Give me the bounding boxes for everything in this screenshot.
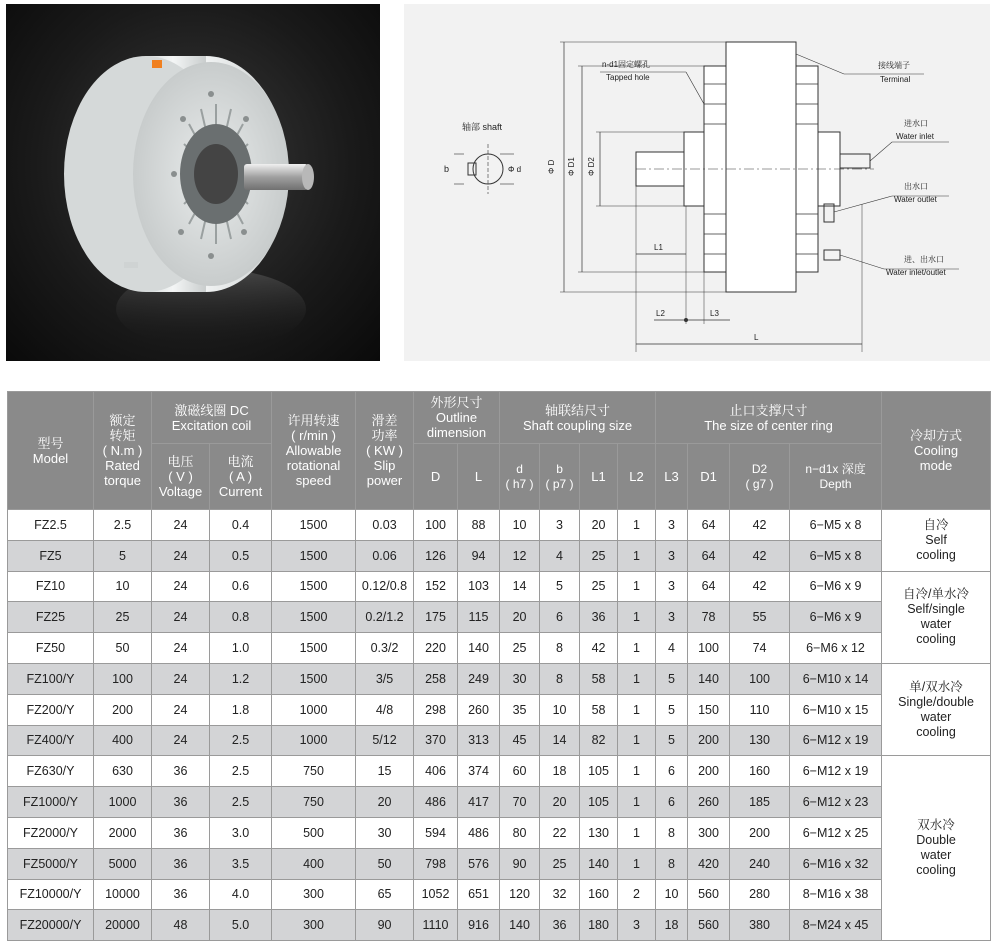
table-cell: 560 [688,910,730,941]
table-cell: 240 [730,848,790,879]
table-cell: 6 [656,787,688,818]
table-cell: 8 [656,848,688,879]
cooling-mode-cell: 自冷 Self cooling [882,510,991,572]
table-cell: 2000 [94,817,152,848]
table-cell: 42 [730,510,790,541]
dim-d: Φ d [508,165,522,174]
table-cell: 42 [730,540,790,571]
table-cell: 126 [414,540,458,571]
table-cell: 1 [618,540,656,571]
table-cell: 1 [618,817,656,848]
table-cell: 130 [580,817,618,848]
table-cell: 6 [656,756,688,787]
terminal-label-zh: 接线端子 [878,61,910,70]
magnetic-powder-clutch-image [6,4,380,361]
header-nd1-depth: n−d1x 深度 Depth [790,444,882,510]
table-cell: 4/8 [356,694,414,725]
table-cell: 486 [458,817,500,848]
header-speed: 许用转速 ( r/min ) Allowable rotational speed [272,392,356,510]
table-cell: 1 [618,694,656,725]
table-cell: 300 [272,879,356,910]
table-cell: 103 [458,571,500,602]
table-cell: 400 [272,848,356,879]
table-cell: 20 [500,602,540,633]
table-cell: 0.4 [210,510,272,541]
table-row [8,756,991,787]
table-cell: FZ100/Y [8,663,94,694]
header-current: 电流 ( A ) Current [210,444,272,510]
table-cell: 90 [500,848,540,879]
table-cell: 0.5 [210,540,272,571]
table-cell: 2.5 [94,510,152,541]
header-b: b ( p7 ) [540,444,580,510]
table-cell: 1.2 [210,663,272,694]
table-cell: 32 [540,879,580,910]
table-cell: 14 [540,725,580,756]
table-cell: 0.06 [356,540,414,571]
table-cell: 74 [730,633,790,664]
table-cell: 1.0 [210,633,272,664]
cooling-mode-cell: 双水冷 Double water cooling [882,756,991,941]
table-cell: 6−M12 x 19 [790,725,882,756]
table-cell: 58 [580,663,618,694]
table-cell: FZ400/Y [8,725,94,756]
table-cell: FZ50 [8,633,94,664]
table-cell: 0.12/0.8 [356,571,414,602]
table-cell: 1500 [272,571,356,602]
table-cell: 100 [414,510,458,541]
table-cell: 36 [152,756,210,787]
table-cell: 6 [540,602,580,633]
table-cell: 0.6 [210,571,272,602]
product-photo [6,4,380,361]
table-cell: 94 [458,540,500,571]
table-row [8,787,991,818]
table-cell: 1000 [272,725,356,756]
table-cell: 64 [688,540,730,571]
table-row [8,910,991,941]
table-cell: 64 [688,510,730,541]
dimension-drawing [404,4,990,361]
table-cell: 18 [656,910,688,941]
table-row [8,848,991,879]
table-cell: 120 [500,879,540,910]
table-cell: 130 [730,725,790,756]
table-cell: FZ25 [8,602,94,633]
table-cell: 55 [730,602,790,633]
header-d: d ( h7 ) [500,444,540,510]
table-cell: 6−M10 x 15 [790,694,882,725]
table-cell: 6−M12 x 23 [790,787,882,818]
table-cell: 24 [152,663,210,694]
table-cell: 280 [730,879,790,910]
table-cell: 24 [152,571,210,602]
table-cell: 180 [580,910,618,941]
table-cell: FZ630/Y [8,756,94,787]
table-cell: 5/12 [356,725,414,756]
table-cell: 140 [458,633,500,664]
table-cell: 78 [688,602,730,633]
table-cell: 3 [656,510,688,541]
table-cell: FZ10000/Y [8,879,94,910]
table-cell: 12 [500,540,540,571]
table-cell: FZ5000/Y [8,848,94,879]
table-cell: 1 [618,848,656,879]
table-cell: 5000 [94,848,152,879]
table-cell: 15 [356,756,414,787]
table-cell: 1500 [272,633,356,664]
table-cell: 36 [540,910,580,941]
tapped-hole-label-zh: n-d1固定螺孔 [602,60,651,69]
table-cell: 1500 [272,540,356,571]
table-cell: 88 [458,510,500,541]
table-cell: 24 [152,602,210,633]
table-row [8,602,991,633]
table-cell: 140 [580,848,618,879]
table-cell: 115 [458,602,500,633]
table-cell: 220 [414,633,458,664]
table-cell: 14 [500,571,540,602]
table-cell: 300 [688,817,730,848]
table-cell: 10 [94,571,152,602]
table-cell: 22 [540,817,580,848]
table-cell: 105 [580,756,618,787]
table-cell: 3 [656,540,688,571]
table-cell: 0.2/1.2 [356,602,414,633]
dim-L2: L2 [656,309,665,318]
table-cell: 420 [688,848,730,879]
table-cell: 20 [580,510,618,541]
table-cell: 630 [94,756,152,787]
table-cell: 4.0 [210,879,272,910]
table-cell: 6−M5 x 8 [790,540,882,571]
table-cell: 200 [730,817,790,848]
dim-D2: Φ D2 [587,157,596,176]
table-cell: 200 [688,756,730,787]
table-row [8,540,991,571]
table-cell: 260 [688,787,730,818]
table-cell: 1000 [272,694,356,725]
technical-drawing [404,4,990,361]
table-cell: 8 [540,633,580,664]
table-cell: 50 [94,633,152,664]
table-cell: 258 [414,663,458,694]
table-cell: 185 [730,787,790,818]
header-L: L [458,444,500,510]
water-inout-label-en: Water inlet/outlet [886,268,946,277]
table-cell: 400 [94,725,152,756]
table-cell: 8−M24 x 45 [790,910,882,941]
table-cell: 30 [500,663,540,694]
table-cell: 160 [580,879,618,910]
header-excitation: 激磁线圈 DC Excitation coil [152,392,272,444]
table-cell: 5 [656,663,688,694]
table-cell: 3 [540,510,580,541]
table-cell: 417 [458,787,500,818]
table-cell: 36 [152,848,210,879]
table-cell: 25 [580,540,618,571]
table-cell: 750 [272,756,356,787]
header-shaft-coupling: 轴联结尺寸 Shaft coupling size [500,392,656,444]
table-cell: 798 [414,848,458,879]
terminal-label-en: Terminal [880,75,911,84]
table-cell: 175 [414,602,458,633]
table-row [8,571,991,602]
table-cell: FZ1000/Y [8,787,94,818]
table-cell: FZ10 [8,571,94,602]
table-cell: 200 [688,725,730,756]
table-cell: 298 [414,694,458,725]
cooling-mode-cell: 单/双水冷 Single/double water cooling [882,663,991,755]
dim-L: L [754,333,759,342]
table-cell: 8 [656,817,688,848]
table-cell: 25 [94,602,152,633]
table-cell: 916 [458,910,500,941]
table-cell: 24 [152,540,210,571]
table-cell: 160 [730,756,790,787]
table-cell: 5 [540,571,580,602]
table-cell: 1110 [414,910,458,941]
header-D: D [414,444,458,510]
table-cell: 300 [272,910,356,941]
water-inlet-label-en: Water inlet [896,132,934,141]
table-cell: 5 [656,725,688,756]
table-cell: 8 [540,663,580,694]
table-cell: 260 [458,694,500,725]
table-cell: 25 [580,571,618,602]
table-cell: 3 [656,571,688,602]
table-cell: FZ5 [8,540,94,571]
tapped-hole-label-en: Tapped hole [606,73,650,82]
table-cell: 6−M6 x 12 [790,633,882,664]
table-row [8,510,991,541]
table-cell: 45 [500,725,540,756]
water-inout-label-zh: 进、出水口 [904,255,944,264]
table-cell: 249 [458,663,500,694]
table-cell: 1 [618,571,656,602]
table-cell: 35 [500,694,540,725]
header-torque: 额定 转矩 ( N.m ) Rated torque [94,392,152,510]
table-cell: 82 [580,725,618,756]
table-cell: 1 [618,725,656,756]
table-cell: 8−M16 x 38 [790,879,882,910]
table-cell: 500 [272,817,356,848]
table-cell: 36 [152,879,210,910]
table-cell: 560 [688,879,730,910]
table-cell: 3.5 [210,848,272,879]
table-cell: 5 [94,540,152,571]
dim-D: Φ D [547,159,556,174]
table-cell: 48 [152,910,210,941]
header-center-ring: 止口支撑尺寸 The size of center ring [656,392,882,444]
table-cell: 5 [656,694,688,725]
dim-L3: L3 [710,309,719,318]
dim-b: b [444,164,450,174]
table-cell: 1.8 [210,694,272,725]
spec-table [7,391,991,941]
table-row [8,633,991,664]
table-cell: FZ2.5 [8,510,94,541]
table-cell: 58 [580,694,618,725]
table-cell: 1 [618,756,656,787]
table-cell: 24 [152,694,210,725]
table-cell: 20 [540,787,580,818]
table-cell: 80 [500,817,540,848]
table-cell: FZ2000/Y [8,817,94,848]
table-cell: 1 [618,663,656,694]
table-cell: 24 [152,633,210,664]
table-cell: 370 [414,725,458,756]
table-cell: 20 [356,787,414,818]
table-row [8,694,991,725]
table-cell: 105 [580,787,618,818]
table-cell: 1 [618,633,656,664]
table-cell: 5.0 [210,910,272,941]
header-L2: L2 [618,444,656,510]
table-cell: 64 [688,571,730,602]
water-inlet-label-zh: 进水口 [904,119,928,128]
table-cell: 24 [152,510,210,541]
table-cell: 10 [500,510,540,541]
table-cell: 140 [688,663,730,694]
table-cell: 25 [540,848,580,879]
header-outline: 外形尺寸 Outline dimension [414,392,500,444]
header-D2: D2 ( g7 ) [730,444,790,510]
table-cell: 1 [618,787,656,818]
table-cell: FZ200/Y [8,694,94,725]
table-cell: 3 [618,910,656,941]
table-cell: 65 [356,879,414,910]
table-cell: 6−M10 x 14 [790,663,882,694]
table-cell: 1500 [272,602,356,633]
table-cell: 2 [618,879,656,910]
header-cooling: 冷却方式 Cooling mode [882,392,991,510]
table-cell: 90 [356,910,414,941]
water-outlet-label-en: Water outlet [894,195,937,204]
table-cell: 6−M12 x 25 [790,817,882,848]
table-cell: 1500 [272,663,356,694]
table-row [8,817,991,848]
spec-table-body [8,510,991,941]
table-cell: 1 [618,602,656,633]
table-cell: 750 [272,787,356,818]
table-cell: 0.03 [356,510,414,541]
table-cell: 651 [458,879,500,910]
header-voltage: 电压 ( V ) Voltage [152,444,210,510]
table-cell: 110 [730,694,790,725]
header-model: 型号 Model [8,392,94,510]
shaft-label: 轴部 shaft [462,122,503,132]
table-cell: 30 [356,817,414,848]
header-slip: 滑差 功率 ( KW ) Slip power [356,392,414,510]
table-cell: 1 [618,510,656,541]
table-cell: 42 [730,571,790,602]
table-cell: 36 [580,602,618,633]
table-cell: 380 [730,910,790,941]
table-cell: 1000 [94,787,152,818]
table-cell: 2.5 [210,725,272,756]
table-row [8,879,991,910]
table-cell: 0.3/2 [356,633,414,664]
table-cell: 576 [458,848,500,879]
table-cell: 594 [414,817,458,848]
table-cell: 10 [656,879,688,910]
table-cell: 374 [458,756,500,787]
table-cell: 6−M16 x 32 [790,848,882,879]
table-cell: 100 [94,663,152,694]
header-L1: L1 [580,444,618,510]
table-cell: 25 [500,633,540,664]
table-cell: 313 [458,725,500,756]
table-cell: 100 [730,663,790,694]
table-cell: 42 [580,633,618,664]
table-cell: 50 [356,848,414,879]
table-cell: 6−M12 x 19 [790,756,882,787]
table-cell: 3.0 [210,817,272,848]
dim-L1: L1 [654,243,663,252]
table-cell: 6−M6 x 9 [790,602,882,633]
table-cell: 18 [540,756,580,787]
table-cell: 486 [414,787,458,818]
dim-D1: Φ D1 [567,157,576,176]
table-cell: 24 [152,725,210,756]
table-cell: 20000 [94,910,152,941]
table-cell: 6−M6 x 9 [790,571,882,602]
table-cell: 152 [414,571,458,602]
header-D1: D1 [688,444,730,510]
table-cell: FZ20000/Y [8,910,94,941]
table-cell: 1052 [414,879,458,910]
header-L3: L3 [656,444,688,510]
table-cell: 10000 [94,879,152,910]
water-outlet-label-zh: 出水口 [904,182,928,191]
table-cell: 36 [152,787,210,818]
table-row [8,725,991,756]
table-cell: 1500 [272,510,356,541]
table-row [8,663,991,694]
table-cell: 150 [688,694,730,725]
table-cell: 10 [540,694,580,725]
table-cell: 70 [500,787,540,818]
table-cell: 140 [500,910,540,941]
table-cell: 36 [152,817,210,848]
table-cell: 3/5 [356,663,414,694]
table-cell: 0.8 [210,602,272,633]
table-cell: 6−M5 x 8 [790,510,882,541]
table-cell: 200 [94,694,152,725]
table-cell: 3 [656,602,688,633]
table-cell: 406 [414,756,458,787]
table-cell: 4 [540,540,580,571]
table-cell: 100 [688,633,730,664]
table-cell: 60 [500,756,540,787]
table-cell: 2.5 [210,787,272,818]
table-cell: 4 [656,633,688,664]
table-cell: 2.5 [210,756,272,787]
cooling-mode-cell: 自冷/单水冷 Self/single water cooling [882,571,991,663]
